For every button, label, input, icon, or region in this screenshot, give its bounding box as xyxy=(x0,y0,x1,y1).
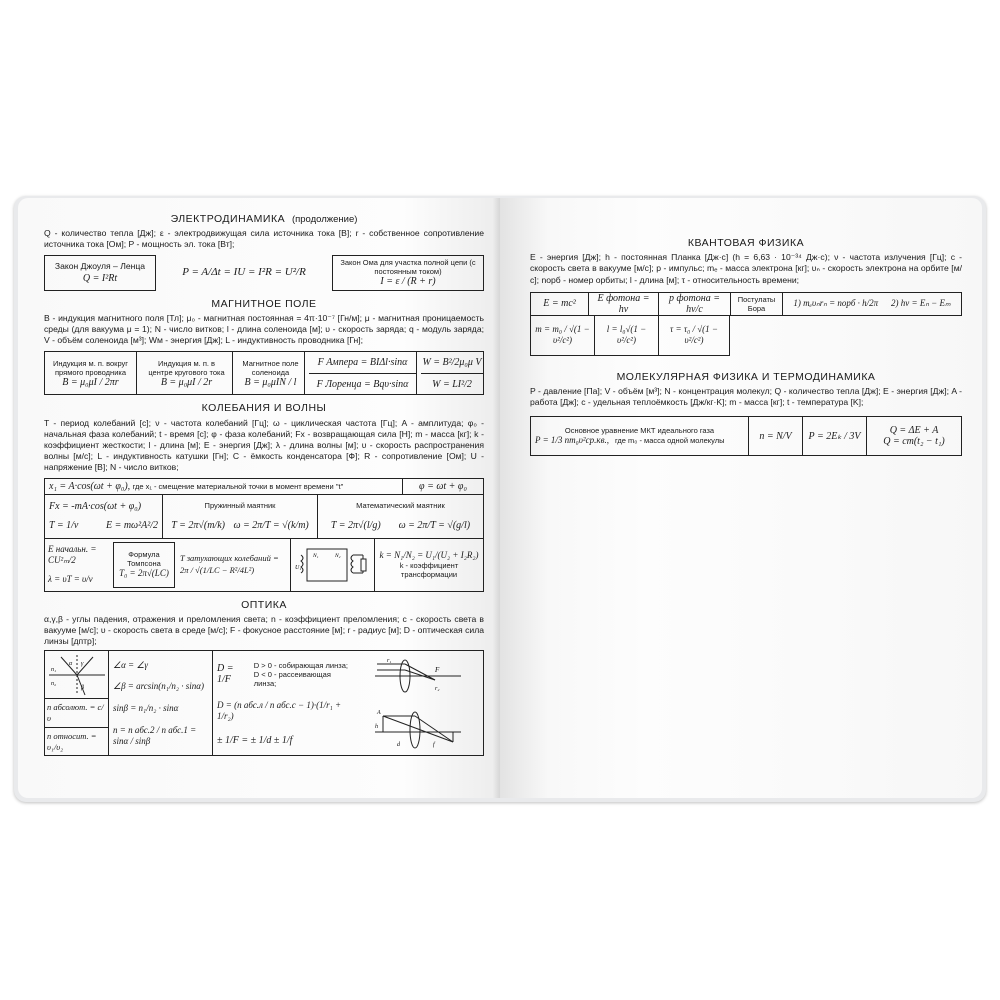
waves-legend: T - период колебаний [с]; ν - частота колебаний [Гц]; ω - циклическая частота [Гц]; A - амплитуда; φ₀ - начальная фаза колебаний; t - время [с]; φ - фаза колебаний; Fx - возвращающая сила [Н]; m - масса [кг]; k - коэффициент жесткости; l - длина [м]; E - энергия [Дж]; λ - длина волны [м]; υ - скорость распространения волны [м/с]; L - индуктивность катушки [Гн]; C - ёмкость конденсатора [Ф]; R - сопротивление [Ом]; U - напряжение [В]; N - число витков; xyxy=(44,417,484,473)
joule-lenz-box: Закон Джоуля – Ленца Q = I²Rt xyxy=(44,255,156,291)
power-formula: P = A/Δt = IU = I²R = U²/R xyxy=(182,266,306,278)
quantum-formula-table: E = mc² E фотона = hν p фотона = hν/c Постулаты Бора 1) mₑυₙrₙ = nорб · h/2π 2) hν = Eₙ − Eₘ m = m₀ / √(1 − υ²/c²) l = l₀√(1 − υ²/c²) τ = τ₀ / √(1 − υ²/c²) xyxy=(530,292,962,356)
magnetic-cell-circular: Индукция м. п. в центре кругового тока B = μ₀μI / 2r xyxy=(141,352,233,394)
section-title-waves: КОЛЕБАНИЯ И ВОЛНЫ xyxy=(201,402,327,415)
svg-text:A: A xyxy=(377,710,381,717)
svg-text:γ: γ xyxy=(80,660,83,667)
ohm-law-box: Закон Ома для участка полной цепи (с постоянным током) I = ε / (R + r) xyxy=(332,255,484,291)
svg-text:β: β xyxy=(80,684,84,691)
magnetic-cell-straight: Индукция м. п. вокруг прямого проводника B = μ₀μI / 2πr xyxy=(45,352,137,394)
svg-text:N₂: N₂ xyxy=(334,552,341,559)
svg-text:r₁: r₁ xyxy=(387,658,392,665)
molecular-legend: P - давление [Па]; V - объём [м³]; N - концентрация молекул; Q - количество тепла [Дж]; E - энергия [Дж]; A - работа [Дж]; c - удельная теплоёмкость [Дж/кг·K]; m - масса [кг]; t - температура [K]; xyxy=(530,386,962,408)
section-title-quantum: КВАНТОВАЯ ФИЗИКА xyxy=(687,237,805,249)
refraction-icon xyxy=(47,653,107,697)
svg-text:f: f xyxy=(433,742,435,749)
magnetic-legend: B - индукция магнитного поля [Тл]; μ₀ - магнитная постоянная = 4π·10⁻⁷ [Гн/м]; μ - магнитная проницаемость среды (для вакуума μ = 1); N - число витков; l - длина соленоида [м]; υ - скорость заряда; q - модуль заряда; V - объём соленоида [м³]; Wм - энергия [Дж]; L - индуктивность проводника [Гн]; xyxy=(44,312,484,346)
quantum-legend: E - энергия [Дж]; h - постоянная Планка [Дж·с] (h = 6,63 · 10⁻³⁴ Дж·с); ν - частота излучения [Гц]; c - скорость света в вакууме [м/с]; p - импульс; mₑ - масса электрона [кг]; υₙ - скорость электрона на орбите [м/с]; nорб - номер орбиты; l - длина [м]; τ - относительность времени; xyxy=(530,252,962,285)
right-page xyxy=(500,198,982,798)
electro-legend: Q - количество тепла [Дж]; ε - электродвижущая сила источника тока [В]; r - собственное сопротивление источника тока [Ом]; P - мощность эл. тока [Вт]; xyxy=(44,228,484,250)
waves-formula-table: x₁ = A·cos(ωt + φ₀), где x₁ - смещение материальной точки в момент времени "t" φ = ωt + φ₀ Fx = -mA·cos(ωt + φ₀) T = 1/ν E = mω²A²/2 Пружинный маятник T = 2π√(m/k) ω = 2π/T = √(k/m) Математический маятник T = 2π√(l/g) ω = 2π/T = √(g/l) E начальн. = CU²ₘ/2 λ = υT = υ/ν Формула Томпсона T₀ = 2π√(LC) T затухающих колебаний = 2π / √(1/LC − R²/4L²) U₁ N₁ N₂ k = N₁/N₂ = U₁/(U₂ + I₂R₂) k - коэффициент трансформации xyxy=(44,478,484,592)
section-title-electrodynamics: ЭЛЕКТРОДИНАМИКА (продолжение) xyxy=(170,213,358,225)
magnetic-cell-forces: F Ампера = BIΔl·sinα F Лоренца = Bqυ·sinα xyxy=(309,352,417,394)
svg-text:F: F xyxy=(435,666,440,675)
molecular-formula-table: Основное уравнение МКТ идеального газа P = 1/3 nm₀υ²ср.кв., где m₀ - масса одной молекулы n = N/V P = 2Eₖ / 3V Q = ΔE + A Q = cm(t₂ − t₁) xyxy=(530,416,962,456)
svg-text:h: h xyxy=(375,724,378,731)
magnetic-cell-solenoid: Магнитное поле соленоида B = μ₀μIN / l xyxy=(237,352,305,394)
magnetic-cell-energy: W = B²/2μ₀μ V W = LI²/2 xyxy=(421,352,483,394)
section-title-magnetic: МАГНИТНОЕ ПОЛЕ xyxy=(211,297,317,310)
transformer-diagram xyxy=(291,539,375,591)
image-forming-lens-icon xyxy=(373,706,463,750)
transformer-icon xyxy=(293,545,373,585)
optics-formula-table: n₁ n₂ α γ β n абсолют. = c/υ n относит. = υ₁/υ₂ ∠α = ∠γ ∠β = arcsin(n₁/n₂ · sinα) sinβ = n₁/n₂ · sinα n = n абс.2 / n абс.1 = sinα / sinβ D = 1/F D > 0 - собирающая линза; D < 0 - рассеивающая линза; D = (n абс.л / n абс.с − 1)·(1/r₁ + 1/r₂) ± 1/F = ± 1/d ± 1/f F r₁ r₂ A h d f xyxy=(44,650,484,756)
svg-text:α: α xyxy=(68,660,72,667)
left-page xyxy=(18,198,500,798)
svg-text:n₁: n₁ xyxy=(50,666,56,673)
lens-diagrams xyxy=(353,651,483,755)
thomson-box: Формула Томпсона T₀ = 2π√(LC) xyxy=(113,542,175,588)
svg-text:N₁: N₁ xyxy=(312,552,319,559)
section-title-molecular: МОЛЕКУЛЯРНАЯ ФИЗИКА И ТЕРМОДИНАМИКА xyxy=(616,370,876,383)
svg-text:d: d xyxy=(397,742,400,749)
svg-text:U₁: U₁ xyxy=(294,564,301,571)
magnetic-formula-table xyxy=(44,351,484,395)
svg-text:r₂: r₂ xyxy=(435,686,440,693)
optics-legend: α,γ,β - углы падения, отражения и преломления света; n - коэффициент преломления; c - скорость света в вакууме [м/с]; υ - скорость света в среде [м/с]; F - фокусное расстояние [м]; r - радиус [м]; D - оптическая сила линзы [дптр]; xyxy=(44,613,484,647)
converging-lens-icon xyxy=(373,656,463,696)
section-title-optics: ОПТИКА xyxy=(241,598,287,611)
svg-text:n₂: n₂ xyxy=(50,680,56,687)
